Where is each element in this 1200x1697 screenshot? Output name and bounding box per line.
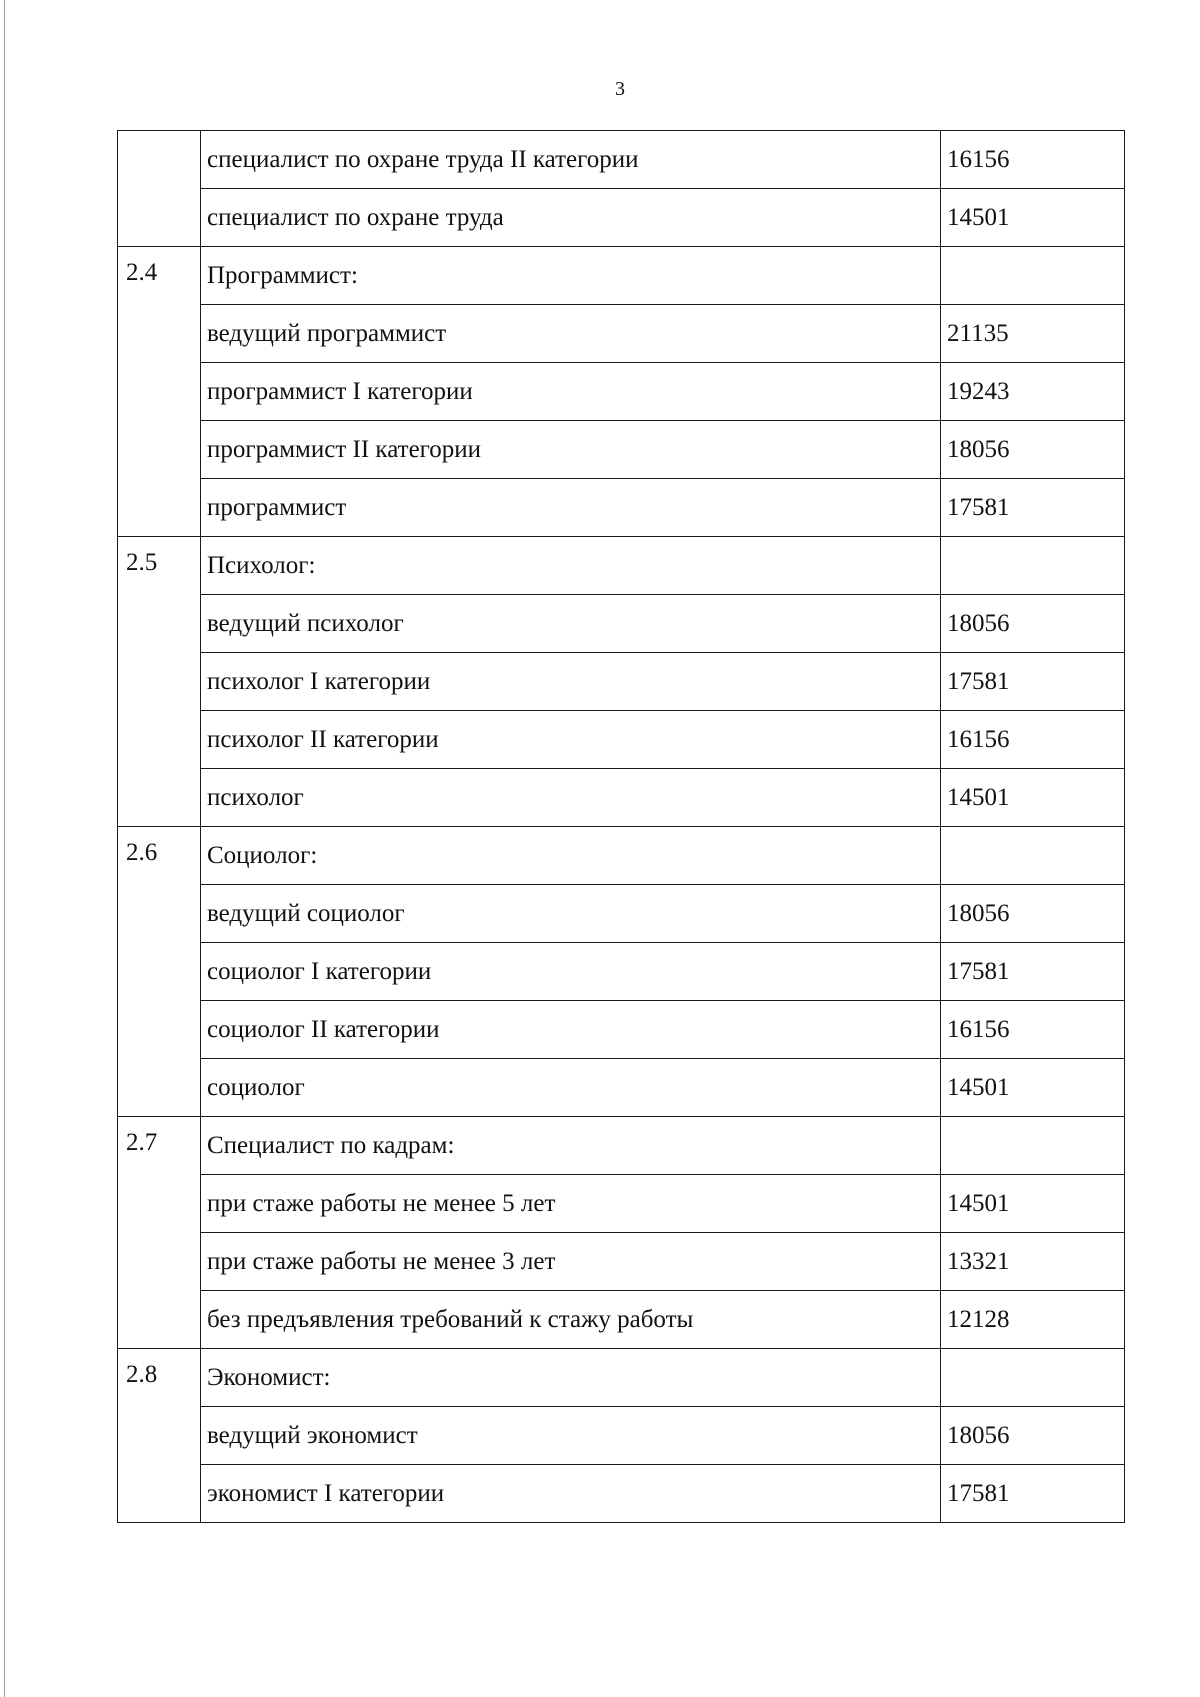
position-title-cell: при стаже работы не менее 5 лет <box>201 1175 941 1233</box>
salary-value-cell <box>941 827 1125 885</box>
table-row <box>118 1465 1125 1523</box>
table-row <box>118 247 1125 305</box>
table-row <box>118 1291 1125 1349</box>
salary-value-cell: 14501 <box>941 189 1125 247</box>
position-title-cell: психолог <box>201 769 941 827</box>
table-row <box>118 479 1125 537</box>
position-heading-cell: Специалист по кадрам: <box>201 1117 941 1175</box>
table-row <box>118 1117 1125 1175</box>
table-row <box>118 305 1125 363</box>
salary-value-cell: 14501 <box>941 769 1125 827</box>
table-row <box>118 1349 1125 1407</box>
table-row <box>118 1233 1125 1291</box>
table-row <box>118 1407 1125 1465</box>
position-heading-cell: Социолог: <box>201 827 941 885</box>
salary-value-cell: 18056 <box>941 595 1125 653</box>
table-row <box>118 943 1125 1001</box>
section-number-cell: 2.6 <box>118 827 201 1117</box>
salary-value-cell: 18056 <box>941 421 1125 479</box>
position-title-cell: при стаже работы не менее 3 лет <box>201 1233 941 1291</box>
table-row <box>118 595 1125 653</box>
salary-table <box>117 130 1125 1523</box>
table-row <box>118 537 1125 595</box>
position-title-cell: социолог <box>201 1059 941 1117</box>
position-title-cell: без предъявления требований к стажу работы <box>201 1291 941 1349</box>
salary-value-cell: 17581 <box>941 653 1125 711</box>
position-heading-cell: Психолог: <box>201 537 941 595</box>
position-title-cell: психолог I категории <box>201 653 941 711</box>
salary-value-cell: 16156 <box>941 131 1125 189</box>
table-row <box>118 769 1125 827</box>
section-number-cell: 2.7 <box>118 1117 201 1349</box>
position-heading-cell: Программист: <box>201 247 941 305</box>
section-number-cell: 2.4 <box>118 247 201 537</box>
section-number-cell: 2.8 <box>118 1349 201 1523</box>
position-title-cell: программист II категории <box>201 421 941 479</box>
section-number-cell: 2.5 <box>118 537 201 827</box>
salary-value-cell: 14501 <box>941 1059 1125 1117</box>
salary-value-cell: 13321 <box>941 1233 1125 1291</box>
salary-value-cell <box>941 537 1125 595</box>
salary-value-cell: 18056 <box>941 1407 1125 1465</box>
salary-value-cell <box>941 1117 1125 1175</box>
table-row <box>118 421 1125 479</box>
position-title-cell: специалист по охране труда <box>201 189 941 247</box>
salary-value-cell: 16156 <box>941 1001 1125 1059</box>
salary-value-cell <box>941 247 1125 305</box>
position-title-cell: специалист по охране труда II категории <box>201 131 941 189</box>
salary-value-cell: 19243 <box>941 363 1125 421</box>
salary-value-cell: 12128 <box>941 1291 1125 1349</box>
section-number-cell <box>118 131 201 247</box>
table-row <box>118 1001 1125 1059</box>
position-title-cell: ведущий социолог <box>201 885 941 943</box>
table-body <box>118 131 1125 1523</box>
table-row <box>118 711 1125 769</box>
salary-value-cell: 21135 <box>941 305 1125 363</box>
salary-value-cell <box>941 1349 1125 1407</box>
position-title-cell: ведущий программист <box>201 305 941 363</box>
position-title-cell: программист <box>201 479 941 537</box>
position-title-cell: социолог II категории <box>201 1001 941 1059</box>
position-title-cell: психолог II категории <box>201 711 941 769</box>
salary-value-cell: 14501 <box>941 1175 1125 1233</box>
position-title-cell: программист I категории <box>201 363 941 421</box>
table-row <box>118 885 1125 943</box>
salary-value-cell: 17581 <box>941 479 1125 537</box>
salary-value-cell: 17581 <box>941 1465 1125 1523</box>
salary-value-cell: 17581 <box>941 943 1125 1001</box>
position-title-cell: ведущий экономист <box>201 1407 941 1465</box>
table-row <box>118 1175 1125 1233</box>
scan-edge-line <box>4 0 5 1697</box>
page-number: 3 <box>615 78 625 100</box>
table-row <box>118 363 1125 421</box>
salary-value-cell: 18056 <box>941 885 1125 943</box>
table-row <box>118 189 1125 247</box>
position-title-cell: ведущий психолог <box>201 595 941 653</box>
position-title-cell: экономист I категории <box>201 1465 941 1523</box>
table-row <box>118 1059 1125 1117</box>
position-title-cell: социолог I категории <box>201 943 941 1001</box>
table-row <box>118 131 1125 189</box>
table-row <box>118 653 1125 711</box>
salary-value-cell: 16156 <box>941 711 1125 769</box>
position-heading-cell: Экономист: <box>201 1349 941 1407</box>
table-row <box>118 827 1125 885</box>
